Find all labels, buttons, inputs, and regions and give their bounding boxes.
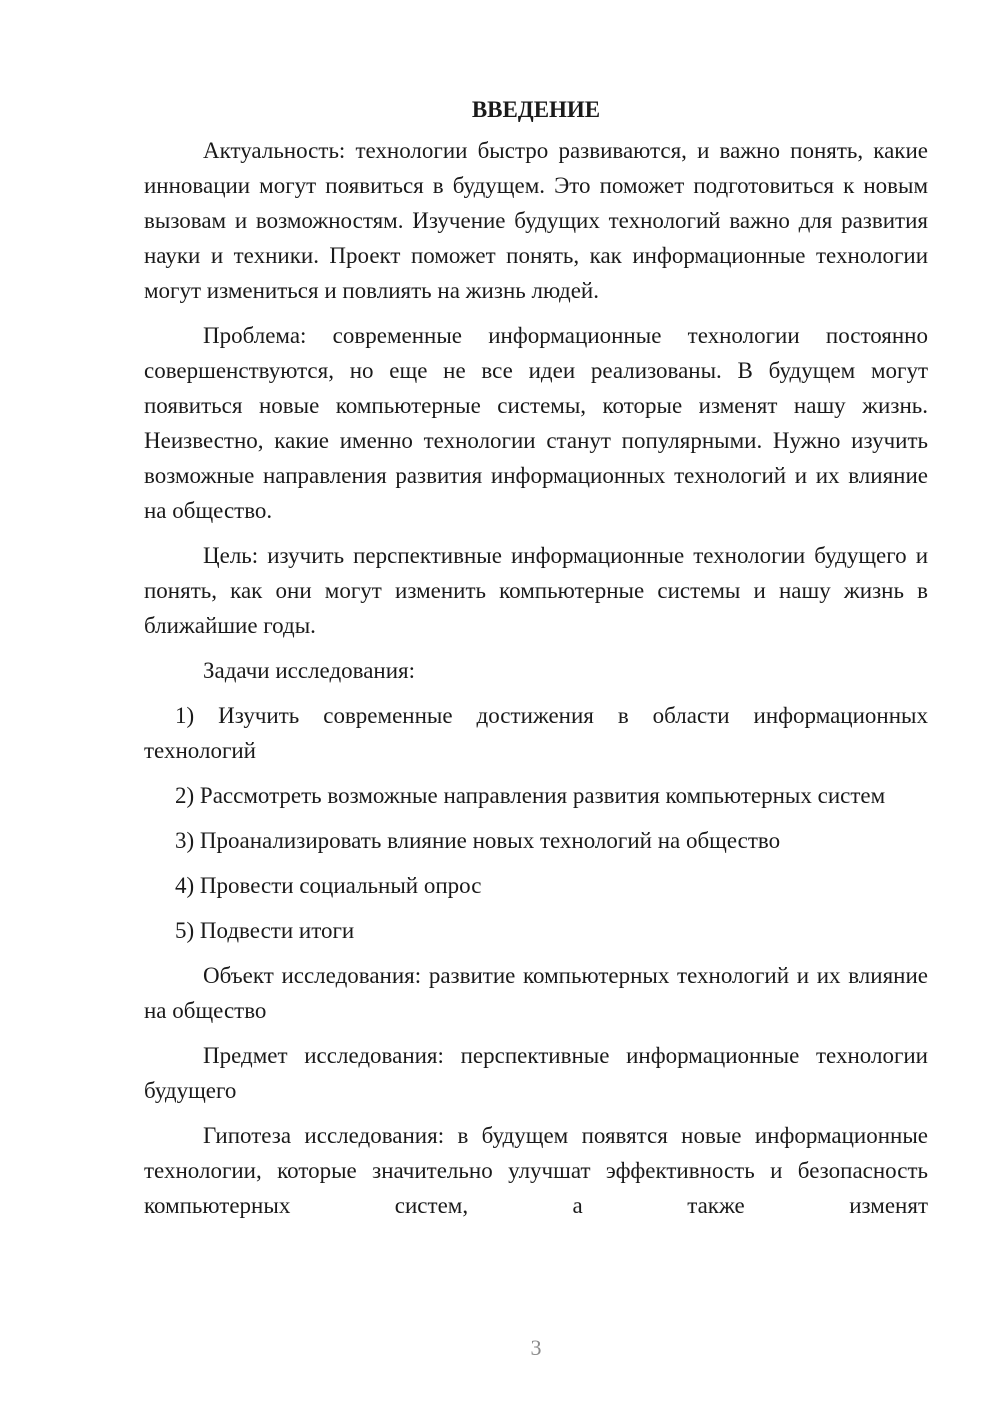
tasks-title: Задачи исследования: bbox=[203, 658, 416, 683]
task-item: 1) Изучить современные достижения в области информационных технологий bbox=[144, 703, 928, 763]
relevance-paragraph: Актуальность: технологии быстро развиваются, и важно понять, какие инновации могут появиться в будущем. Это поможет подготовиться к новым вызовам и возможностям. Изучение будущих технологий важно для развития науки и техники. Проект поможет понять, как информационные технологии могут измениться и повлиять на жизнь людей. bbox=[144, 138, 928, 303]
page-content bbox=[144, 92, 928, 1233]
task-item: 4) Провести социальный опрос bbox=[175, 873, 482, 898]
page-number: 3 bbox=[530, 1335, 542, 1360]
task-item: 2) Рассмотреть возможные направления развития компьютерных систем bbox=[175, 783, 886, 808]
problem-paragraph: Проблема: современные информационные технологии постоянно совершенствуются, но еще не все идеи реализованы. В будущем могут появиться новые компьютерные системы, которые изменят нашу жизнь. Неизвестно, какие именно технологии станут популярными. Нужно изучить возможные направления развития информационных технологий и их влияние на общество. bbox=[144, 323, 928, 523]
task-item: 5) Подвести итоги bbox=[175, 918, 355, 943]
object-paragraph: Объект исследования: развитие компьютерных технологий и их влияние на общество bbox=[144, 963, 928, 1023]
goal-paragraph: Цель: изучить перспективные информационные технологии будущего и понять, как они могут изменить компьютерные системы и нашу жизнь в ближайшие годы. bbox=[144, 543, 928, 638]
subject-paragraph: Предмет исследования: перспективные информационные технологии будущего bbox=[144, 1043, 928, 1103]
page-title: ВВЕДЕНИЕ bbox=[471, 97, 601, 122]
task-item: 3) Проанализировать влияние новых технологий на общество bbox=[175, 828, 781, 853]
hypothesis-paragraph: Гипотеза исследования: в будущем появятся новые информационные технологии, которые значительно улучшат эффективность и безопасность компьютерных систем, а также изменят bbox=[144, 1123, 928, 1218]
